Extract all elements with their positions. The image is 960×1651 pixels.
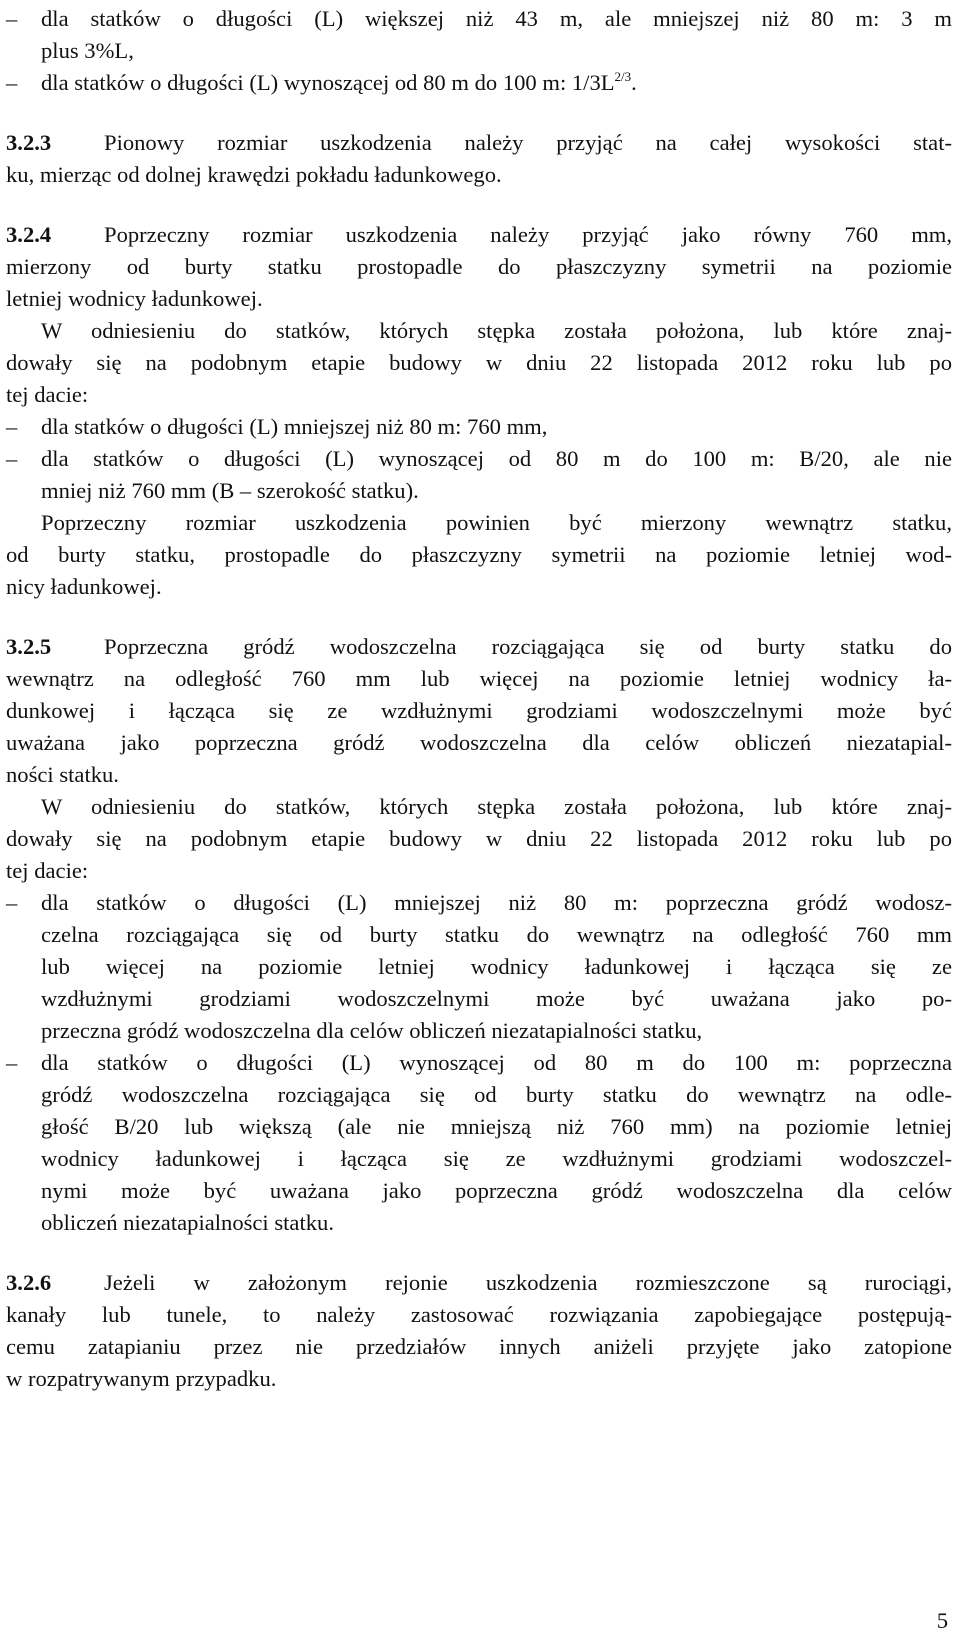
section-3-2-5-line: dunkowej i łącząca się ze wzdłużnymi grodziami wodoszczelnymi może być bbox=[6, 698, 952, 723]
paragraph-line: nicy ładunkowej. bbox=[6, 574, 162, 599]
list-item-text: gródź wodoszczelna rozciągająca się od burty statku do wewnątrz na odle- bbox=[41, 1082, 952, 1107]
exponent: 2/3 bbox=[614, 69, 632, 84]
list-item-text: nymi może być uważana jako poprzeczna gródź wodoszczelna dla celów bbox=[41, 1178, 952, 1203]
list-dash: – bbox=[6, 890, 18, 915]
section-text: Poprzeczny rozmiar uszkodzenia należy przyjąć jako równy 760 mm, bbox=[104, 222, 952, 247]
paragraph-line: dowały się na podobnym etapie budowy w dniu 22 listopada 2012 roku lub po bbox=[6, 350, 952, 375]
section-3-2-4-line: letniej wodnicy ładunkowej. bbox=[6, 286, 263, 311]
list-item-text: dla statków o długości (L) wynoszącej od 80 m do 100 m: B/20, ale nie bbox=[41, 446, 952, 471]
list-item-text: głość B/20 lub większą (ale nie mniejszą niż 760 mm) na poziomie letniej bbox=[41, 1114, 952, 1139]
list-item-text: przeczna gródź wodoszczelna dla celów obliczeń niezatapialności statku, bbox=[41, 1018, 703, 1043]
section-number: 3.2.5 bbox=[6, 634, 52, 659]
section-number: 3.2.4 bbox=[6, 222, 52, 247]
section-3-2-6-line: cemu zatapianiu przez nie przedziałów innych aniżeli przyjęte jako zatopione bbox=[6, 1334, 952, 1359]
section-3-2-3-line: ku, mierząc od dolnej krawędzi pokładu ładunkowego. bbox=[6, 162, 502, 187]
section-text: Poprzeczna gródź wodoszczelna rozciągająca się od burty statku do bbox=[104, 634, 952, 659]
section-number: 3.2.6 bbox=[6, 1270, 52, 1295]
section-number: 3.2.3 bbox=[6, 130, 52, 155]
section-3-2-5-line bbox=[6, 632, 952, 662]
list-dash: – bbox=[6, 446, 18, 471]
section-3-2-6-line bbox=[6, 1268, 952, 1298]
list-item-text bbox=[41, 68, 637, 98]
list-item-text: dla statków o długości (L) wynoszącej od 80 m do 100 m: poprzeczna bbox=[41, 1050, 952, 1075]
paragraph-line: dowały się na podobnym etapie budowy w dniu 22 listopada 2012 roku lub po bbox=[6, 826, 952, 851]
section-3-2-4-line bbox=[6, 220, 952, 250]
list-item-text: dla statków o długości (L) mniejszej niż 80 m: 760 mm, bbox=[41, 414, 548, 439]
section-3-2-6-line: w rozpatrywanym przypadku. bbox=[6, 1366, 277, 1391]
list-item-text: dla statków o długości (L) większej niż 43 m, ale mniejszej niż 80 m: 3 m bbox=[41, 6, 952, 31]
list-dash: – bbox=[6, 1050, 18, 1075]
list-item-text: obliczeń niezatapialności statku. bbox=[41, 1210, 334, 1235]
section-text: Jeżeli w założonym rejonie uszkodzenia rozmieszczone są rurociągi, bbox=[104, 1270, 952, 1295]
paragraph-line: W odniesieniu do statków, których stępka została położona, lub które znaj- bbox=[41, 318, 952, 343]
paragraph-line: tej dacie: bbox=[6, 382, 89, 407]
list-item-text: wodnicy ładunkowej i łącząca się ze wzdłużnymi grodziami wodoszczel- bbox=[41, 1146, 952, 1171]
page-number: 5 bbox=[936, 1608, 948, 1633]
list-item-text: wzdłużnymi grodziami wodoszczelnymi może być uważana jako po- bbox=[41, 986, 952, 1011]
section-3-2-4-line: mierzony od burty statku prostopadle do płaszczyzny symetrii na poziomie bbox=[6, 254, 952, 279]
paragraph-line: od burty statku, prostopadle do płaszczyzny symetrii na poziomie letniej wod- bbox=[6, 542, 952, 567]
list-dash: – bbox=[6, 414, 18, 439]
list-dash: – bbox=[6, 6, 18, 31]
section-3-2-5-line: uważana jako poprzeczna gródź wodoszczelna dla celów obliczeń niezatapial- bbox=[6, 730, 952, 755]
list-item-text: czelna rozciągająca się od burty statku do wewnątrz na odległość 760 mm bbox=[41, 922, 952, 947]
list-item-text: plus 3%L, bbox=[41, 38, 134, 63]
section-3-2-5-line: wewnątrz na odległość 760 mm lub więcej na poziomie letniej wodnicy ła- bbox=[6, 666, 952, 691]
list-item-end: . bbox=[631, 70, 637, 95]
paragraph-line: W odniesieniu do statków, których stępka została położona, lub które znaj- bbox=[41, 794, 952, 819]
list-item-text: mniej niż 760 mm (B – szerokość statku). bbox=[41, 478, 419, 503]
section-3-2-3-line bbox=[6, 128, 952, 158]
section-3-2-6-line: kanały lub tunele, to należy zastosować rozwiązania zapobiegające postępują- bbox=[6, 1302, 952, 1327]
paragraph-line: tej dacie: bbox=[6, 858, 89, 883]
list-item-text: dla statków o długości (L) mniejszej niż 80 m: poprzeczna gródź wodosz- bbox=[41, 890, 952, 915]
section-3-2-5-line: ności statku. bbox=[6, 762, 119, 787]
paragraph-line: Poprzeczny rozmiar uszkodzenia powinien być mierzony wewnątrz statku, bbox=[41, 510, 952, 535]
list-item-main: dla statków o długości (L) wynoszącej od 80 m do 100 m: 1/3L bbox=[41, 70, 615, 95]
list-item-text: lub więcej na poziomie letniej wodnicy ładunkowej i łącząca się ze bbox=[41, 954, 952, 979]
list-dash: – bbox=[6, 70, 18, 95]
section-text: Pionowy rozmiar uszkodzenia należy przyjąć na całej wysokości stat- bbox=[104, 130, 952, 155]
